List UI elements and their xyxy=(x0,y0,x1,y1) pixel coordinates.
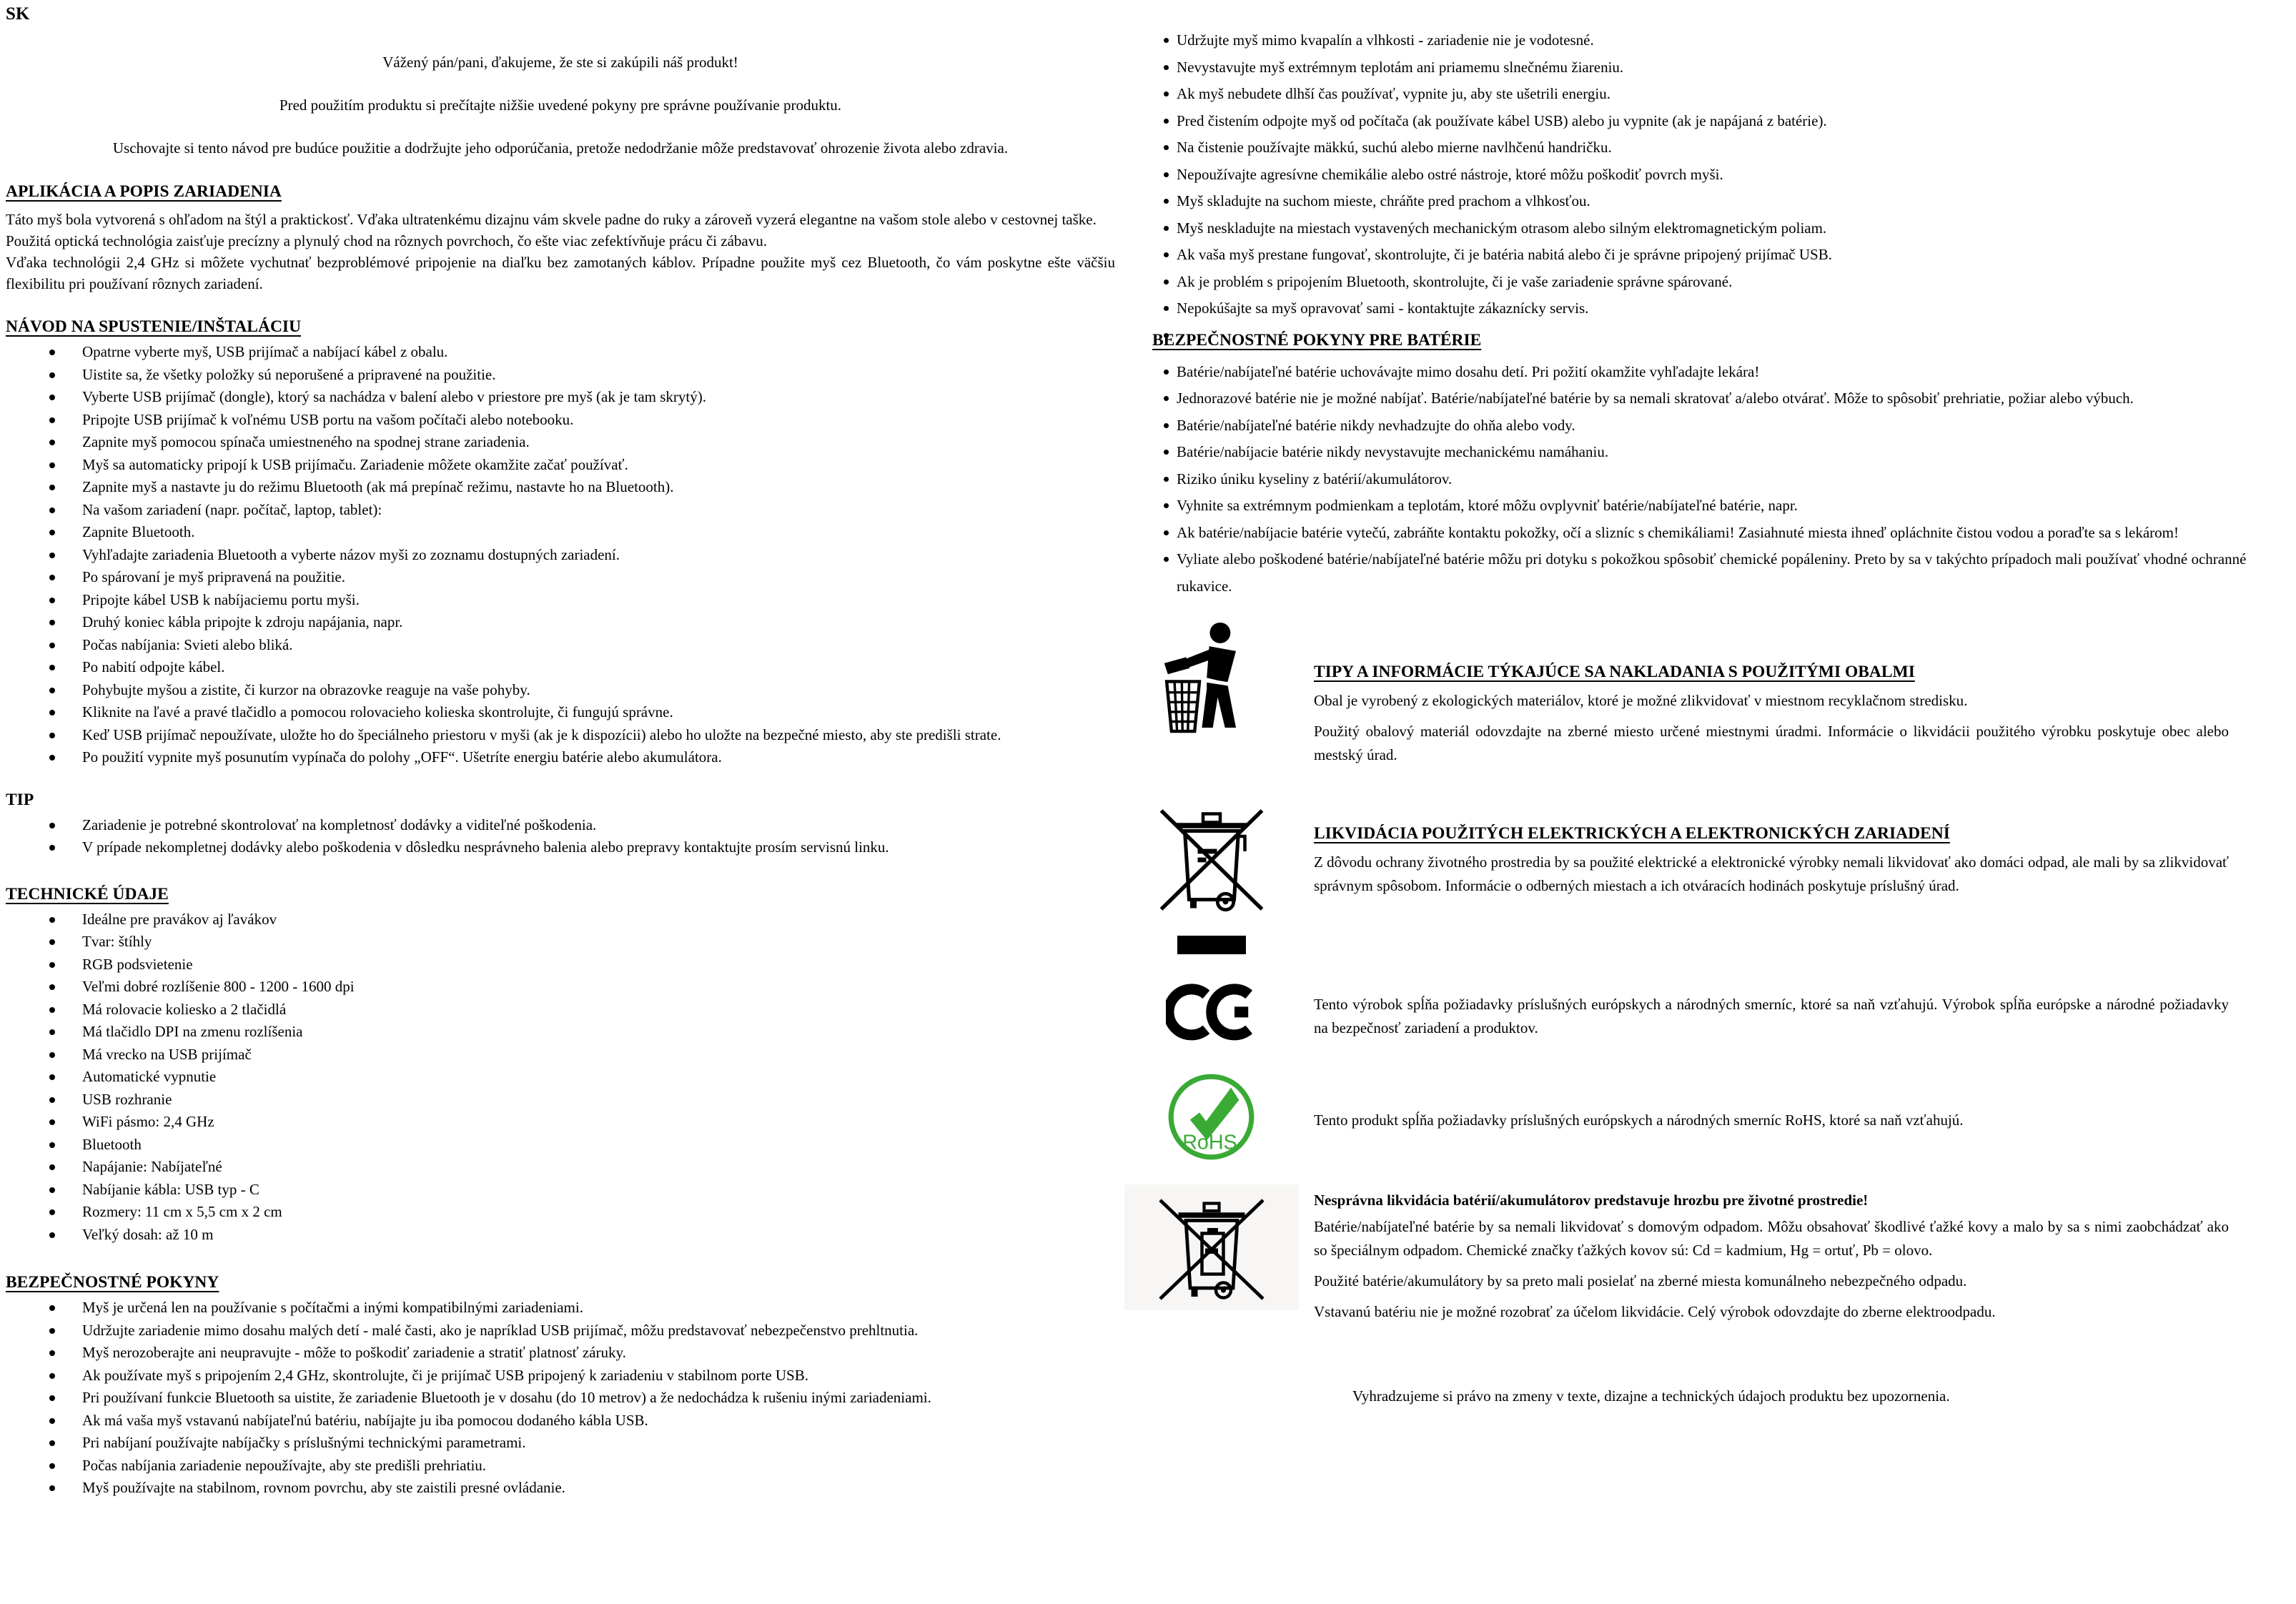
list-item xyxy=(82,611,1115,634)
list-item xyxy=(82,814,1115,837)
weee-paragraph: Z dôvodu ochrany životného prostredia by sa použité elektrické a elektronické výrobky nemali likvidovať ako domáci odpad, ale mali by sa zlikvidovať správnym spôsobom. Informácie o odberných miestach a ich otváracích hodinách poskytuje príslušný úrad. xyxy=(1314,853,2229,894)
bullet-text: Myš je určená len na používanie s počítačmi a inými kompatibilnými zariadeniami. xyxy=(82,1299,583,1316)
bullet-text: Batérie/nabíjacie batérie nikdy nevystavujte mechanickému namáhaniu. xyxy=(1177,443,1609,460)
ce-mark-icon xyxy=(1115,983,1308,1044)
list-item xyxy=(82,1089,1115,1112)
list-item xyxy=(82,566,1115,589)
list-item xyxy=(82,364,1115,387)
list-item xyxy=(82,1432,1115,1455)
bullet-text: Druhý koniec kábla pripojte k zdroju napájania, napr. xyxy=(82,613,403,630)
list-item xyxy=(1177,385,2267,412)
left-column xyxy=(6,0,1115,1500)
bullet-text: Uistite sa, že všetky položky sú neporušené a pripravené na použitie. xyxy=(82,365,496,383)
list-item xyxy=(82,589,1115,612)
ce-paragraph: Tento výrobok spĺňa požiadavky príslušných európskych a národných smerníc, ktoré sa naň vzťahujú. Výrobok spĺňa európske a národné požiadavky na bezpečnosť zariadení a produktov. xyxy=(1314,996,2229,1036)
section-title-safety: BEZPEČNOSTNÉ POKYNY xyxy=(6,1273,219,1292)
language-code: SK xyxy=(6,4,30,24)
list-item xyxy=(1177,134,2267,162)
battery-disposal-section xyxy=(1115,1184,2267,1324)
bullet-text: Bluetooth xyxy=(82,1135,142,1153)
application-paragraph-2: Použitá optická technológia zaisťuje precízny a plynulý chod na rôznych povrchoch, čo ešte viac zefektívňuje prácu či zábavu. xyxy=(6,232,767,249)
bullet-text: Má rolovacie koliesko a 2 tlačidlá xyxy=(82,1000,287,1018)
section-title-battery-safety: BEZPEČNOSTNÉ POKYNY PRE BATÉRIE xyxy=(1152,330,1482,350)
intro-line-2: Pred použitím produktu si prečítajte nižšie uvedené pokyny pre správne používanie produktu. xyxy=(279,96,842,114)
list-item xyxy=(1177,162,2267,189)
list-item xyxy=(82,1477,1115,1500)
tidy-man-icon xyxy=(1115,618,1308,740)
battery-safety-list xyxy=(1115,359,2267,600)
list-item xyxy=(82,724,1115,747)
rohs-check-icon xyxy=(1115,1071,1308,1163)
bullet-text: Pri nabíjaní používajte nabíjačky s príslušnými technickými parametrami. xyxy=(82,1434,526,1451)
bullet-text: Myš sa automaticky pripojí k USB prijímaču. Zariadenie môžete okamžite začať používať. xyxy=(82,455,628,473)
bullet-text: Zapnite myš pomocou spínača umiestneného na spodnej strane zariadenia. xyxy=(82,433,530,450)
list-item xyxy=(1177,439,2267,466)
bullet-text: Pripojte kábel USB k nabíjaciemu portu myši. xyxy=(82,590,360,608)
bullet-text: Po nabití odpojte kábel. xyxy=(82,658,225,675)
bullet-text: Počas nabíjania: Svieti alebo bliká. xyxy=(82,635,293,653)
bullet-text: Pri používaní funkcie Bluetooth sa uistite, že zariadenie Bluetooth je v dosahu (do 10 metrov) a že nedochádza k rušeniu inými zariadeniami. xyxy=(82,1389,931,1406)
rohs-compliance-section xyxy=(1115,1071,2267,1163)
bullet-text: Na vašom zariadení (napr. počítač, laptop, tablet): xyxy=(82,500,382,518)
bullet-text: Na čistenie používajte mäkkú, suchú alebo mierne navlhčenú handričku. xyxy=(1177,139,1612,156)
list-item xyxy=(82,409,1115,432)
bullet-text: Ideálne pre pravákov aj ľavákov xyxy=(82,910,277,928)
list-item xyxy=(82,1179,1115,1202)
battery-disposal-paragraph-3: Vstavanú batériu nie je možné rozobrať za účelom likvidácie. Celý výrobok odovzdajte do zberne elektroodpadu. xyxy=(1314,1303,1996,1320)
weee-bin-crossed-icon xyxy=(1158,796,1265,920)
bullet-text: Udržujte zariadenie mimo dosahu malých detí - malé časti, ako je napríklad USB prijímač, môžu predstavovať nebezpečenstvo prehltnutia. xyxy=(82,1321,919,1339)
rohs-paragraph: Tento produkt spĺňa požiadavky príslušných európskych a národných smerníc RoHS, ktoré sa naň vzťahujú. xyxy=(1314,1112,1964,1129)
rights-reserved-note: Vyhradzujeme si právo na zmeny v texte, dizajne a technických údajoch produktu bez upozornenia. xyxy=(1352,1387,1950,1405)
list-item xyxy=(1177,466,2267,493)
bullet-text: Veľmi dobré rozlíšenie 800 - 1200 - 1600 dpi xyxy=(82,978,355,995)
list-item xyxy=(82,954,1115,976)
section-title-application: APLIKÁCIA A POPIS ZARIADENIA xyxy=(6,182,282,201)
bullet-text: Napájanie: Nabíjateľné xyxy=(82,1158,222,1175)
bullet-text: Zapnite Bluetooth. xyxy=(82,523,195,540)
list-item xyxy=(82,976,1115,999)
list-item xyxy=(82,1455,1115,1477)
section-title-tech: TECHNICKÉ ÚDAJE xyxy=(6,884,169,904)
bullet-text: Má tlačidlo DPI na zmenu rozlíšenia xyxy=(82,1023,303,1040)
bullet-text: Myš neskladujte na miestach vystavených mechanickým otrasom alebo silným elektromagnetickým poliam. xyxy=(1177,219,1827,237)
section-title-weee: LIKVIDÁCIA POUŽITÝCH ELEKTRICKÝCH A ELEKTRONICKÝCH ZARIADENÍ xyxy=(1314,824,1950,843)
bullet-text: Jednorazové batérie nie je možné nabíjať. Batérie/nabíjateľné batérie by sa nemali skratovať a/alebo otvárať. Môže to spôsobiť prehriatie, požiar alebo výbuch. xyxy=(1177,390,2134,407)
handling-list xyxy=(1115,27,2267,322)
list-item xyxy=(82,999,1115,1021)
bullet-text: Vyberte USB prijímač (dongle), ktorý sa nachádza v balení alebo v priestore pre myš (ak je tam skrytý). xyxy=(82,388,706,405)
bullet-text: Batérie/nabíjateľné batérie nikdy nevhadzujte do ohňa alebo vody. xyxy=(1177,416,1575,434)
bullet-text: Ak má vaša myš vstavanú nabíjateľnú batériu, nabíjajte ju iba pomocou dodaného kábla USB. xyxy=(82,1411,648,1429)
list-item xyxy=(82,656,1115,679)
list-item xyxy=(1177,412,2267,440)
bullet-text: Má vrecko na USB prijímač xyxy=(82,1045,252,1063)
list-item xyxy=(1177,54,2267,81)
list-item xyxy=(82,836,1115,859)
bullet-text: Rozmery: 11 cm x 5,5 cm x 2 cm xyxy=(82,1203,282,1220)
list-item xyxy=(82,521,1115,544)
battery-disposal-paragraph-1: Batérie/nabíjateľné batérie by sa nemali likvidovať s domovým odpadom. Môžu obsahovať škodlivé ťažké kovy a malo by sa s nimi zaobchádzať ako so špeciálnym odpadom. Chemické značky ťažkých kovov sú: Cd = kadmium, Hg = ortuť, Pb = olovo. xyxy=(1314,1218,2229,1259)
list-item xyxy=(1177,81,2267,108)
bullet-text: Nepokúšajte sa myš opravovať sami - kontaktujte zákaznícky servis. xyxy=(1177,299,1589,317)
bullet-text: Udržujte myš mimo kvapalín a vlhkosti - zariadenie nie je vodotesné. xyxy=(1177,31,1594,49)
list-item xyxy=(82,431,1115,454)
list-item xyxy=(82,1365,1115,1387)
list-item xyxy=(82,476,1115,499)
section-title-tip: TIP xyxy=(6,790,34,809)
list-item xyxy=(82,386,1115,409)
bullet-text: Batérie/nabíjateľné batérie uchovávajte mimo dosahu detí. Pri požití okamžite vyhľadajte lekára! xyxy=(1177,362,1760,380)
bullet-text: V prípade nekompletnej dodávky alebo poškodenia v dôsledku nesprávneho balenia alebo prepravy kontaktujte prosím servisnú linku. xyxy=(82,838,889,856)
list-item xyxy=(1177,546,2267,600)
list-item xyxy=(82,931,1115,954)
list-item xyxy=(82,1111,1115,1134)
bullet-text: Po použití vypnite myš posunutím vypínača do polohy „OFF“. Ušetríte energiu batérie alebo akumulátora. xyxy=(82,748,722,766)
intro-line-3: Uschovajte si tento návod pre budúce použitie a dodržujte jeho odporúčania, pretože nedodržanie môže predstavovať ohrozenie života alebo zdravia. xyxy=(112,139,1009,157)
bullet-text: Pohybujte myšou a zistite, či kurzor na obrazovke reaguje na vaše pohyby. xyxy=(82,680,530,698)
bullet-text: Po spárovaní je myš pripravená na použitie. xyxy=(82,568,345,585)
bullet-text: Vyliate alebo poškodené batérie/nabíjateľné batérie môžu pri dotyku s pokožkou spôsobiť chemické popáleniny. Preto by sa v takýchto prípadoch mali používať vhodné ochranné rukavice. xyxy=(1177,550,2247,595)
bullet-text: Pripojte USB prijímač k voľnému USB portu na vašom počítači alebo notebooku. xyxy=(82,410,574,428)
bullet-text: Myš skladujte na suchom mieste, chráňte pred prachom a vlhkosťou. xyxy=(1177,192,1590,209)
packaging-paragraph-2: Použitý obalový materiál odovzdajte na zberné miesto určené miestnymi úradmi. Informácie o likvidácii použitého výrobku poskytuje obec alebo mestský úrad. xyxy=(1314,723,2229,763)
weee-black-bar-icon xyxy=(1177,936,1246,954)
bullet-text: Ak myš nebudete dlhší čas používať, vypnite ju, aby ste ušetrili energiu. xyxy=(1177,85,1610,102)
packaging-disposal-section xyxy=(1115,618,2267,767)
list-item xyxy=(82,1410,1115,1432)
bullet-text: USB rozhranie xyxy=(82,1090,172,1108)
bullet-text: Veľký dosah: až 10 m xyxy=(82,1225,214,1243)
bullet-text: Vyhnite sa extrémnym podmienkam a teplotám, ktoré môžu ovplyvniť batérie/nabíjateľné batérie, napr. xyxy=(1177,497,1798,514)
list-item xyxy=(82,1320,1115,1342)
bullet-text: Myš používajte na stabilnom, rovnom povrchu, aby ste zaistili presné ovládanie. xyxy=(82,1479,565,1496)
list-item xyxy=(82,1201,1115,1224)
list-item xyxy=(1177,295,2267,322)
bullet-text: Zariadenie je potrebné skontrolovať na kompletnosť dodávky a viditeľné poškodenia. xyxy=(82,816,597,833)
list-item xyxy=(82,1342,1115,1365)
bullet-text: Nepoužívajte agresívne chemikálie alebo ostré nástroje, ktoré môžu poškodiť povrch myši. xyxy=(1177,165,1723,183)
list-item xyxy=(82,701,1115,724)
list-item xyxy=(82,1066,1115,1089)
bullet-text: Nabíjanie kábla: USB typ - C xyxy=(82,1180,259,1198)
list-item xyxy=(82,544,1115,567)
list-item xyxy=(82,454,1115,477)
ce-compliance-section xyxy=(1115,983,2267,1044)
list-item xyxy=(82,746,1115,769)
list-item xyxy=(1177,215,2267,242)
list-item xyxy=(82,1156,1115,1179)
bullet-text: Počas nabíjania zariadenie nepoužívajte, aby ste predišli prehriatiu. xyxy=(82,1456,487,1474)
list-item xyxy=(82,341,1115,364)
list-item xyxy=(82,499,1115,522)
list-item xyxy=(82,1224,1115,1247)
weee-disposal-section xyxy=(1115,796,2267,954)
battery-disposal-paragraph-2: Použité batérie/akumulátory by sa preto mali posielať na zberné miesta komunálneho nebezpečného odpadu. xyxy=(1314,1272,1967,1289)
packaging-paragraph-1: Obal je vyrobený z ekologických materiálov, ktoré je možné zlikvidovať v miestnom recyklačnom stredisku. xyxy=(1314,692,1968,709)
bullet-text: Zapnite myš a nastavte ju do režimu Bluetooth (ak má prepínač režimu, nastavte ho na Bluetooth). xyxy=(82,478,674,495)
list-item xyxy=(1177,269,2267,296)
tip-list xyxy=(6,814,1115,859)
list-item xyxy=(1177,108,2267,135)
list-item xyxy=(82,1044,1115,1066)
bullet-text: RGB podsvietenie xyxy=(82,955,193,973)
list-item xyxy=(1177,492,2267,520)
bullet-text: Ak vaša myš prestane fungovať, skontrolujte, či je batéria nabitá alebo či je správne pripojený prijímač USB. xyxy=(1177,246,1832,263)
list-item xyxy=(82,909,1115,931)
bullet-text: Vyhľadajte zariadenia Bluetooth a vyberte názov myši zo zoznamu dostupných zariadení. xyxy=(82,545,620,563)
list-item xyxy=(82,1297,1115,1320)
list-item xyxy=(1177,359,2267,386)
bullet-text: Keď USB prijímač nepoužívate, uložte ho do špeciálneho priestoru v myši (ak je k dispozícii) alebo ho uložte na bezpečné miesto, aby ste predišli strate. xyxy=(82,726,1001,743)
svg-text:RoHS: RoHS xyxy=(1182,1131,1237,1154)
list-item xyxy=(1177,520,2267,547)
bullet-text: Tvar: štíhly xyxy=(82,933,152,950)
intro-line-1: Vážený pán/pani, ďakujeme, že ste si zakúpili náš produkt! xyxy=(382,54,738,71)
list-item xyxy=(1177,242,2267,269)
battery-crossed-bin-icon xyxy=(1124,1184,1299,1310)
right-column xyxy=(1115,0,2296,1408)
application-paragraph-3: Vďaka technológii 2,4 GHz si môžete vychutnať bezproblémové pripojenie na diaľku bez zamotaných káblov. Prípadne použite myš cez Bluetooth, čo vám poskytne ešte väčšiu flexibilitu pri používaní rôznych zariadení. xyxy=(6,254,1115,292)
section-title-install: NÁVOD NA SPUSTENIE/INŠTALÁCIU xyxy=(6,317,302,336)
bullet-text: Myš nerozoberajte ani neupravujte - môže to poškodiť zariadenie a stratiť platnosť záruky. xyxy=(82,1344,626,1361)
list-item xyxy=(82,1021,1115,1044)
bullet-text: Opatrne vyberte myš, USB prijímač a nabíjací kábel z obalu. xyxy=(82,343,448,360)
bullet-text: Riziko úniku kyseliny z batérií/akumulátorov. xyxy=(1177,470,1453,487)
bullet-text: Ak batérie/nabíjacie batérie vytečú, zabráňte kontaktu pokožky, očí a slizníc s chemikáliami! Zasiahnuté miesta ihneď opláchnite čistou vodou a poraďte sa s lekárom! xyxy=(1177,523,2179,541)
bullet-text: Kliknite na ľavé a pravé tlačidlo a pomocou rolovacieho kolieska skontrolujte, či fungujú správne. xyxy=(82,703,673,721)
bullet-text: WiFi pásmo: 2,4 GHz xyxy=(82,1113,214,1130)
bullet-text: Pred čistením odpojte myš od počítača (ak používate kábel USB) alebo ju vypnite (ak je napájaná z batérie). xyxy=(1177,112,1827,129)
list-item xyxy=(82,1134,1115,1157)
install-list xyxy=(6,341,1115,769)
list-item xyxy=(1177,27,2267,54)
application-paragraph-1: Táto myš bola vytvorená s ohľadom na štýl a praktickosť. Vďaka ultratenkému dizajnu vám skvele padne do ruky a zároveň vyzerá elegantne na vašom stole alebo v cestovnej taške. xyxy=(6,211,1097,228)
list-item xyxy=(82,679,1115,702)
bullet-text: Ak používate myš s pripojením 2,4 GHz, skontrolujte, či je prijímač USB pripojený k zariadeniu v stabilnom porte USB. xyxy=(82,1366,808,1384)
safety-list xyxy=(6,1297,1115,1500)
list-item xyxy=(1177,188,2267,215)
tech-list xyxy=(6,909,1115,1247)
bullet-text: Nevystavujte myš extrémnym teplotám ani priamemu slnečnému žiareniu. xyxy=(1177,58,1624,76)
bullet-text: Automatické vypnutie xyxy=(82,1068,217,1085)
list-item xyxy=(82,1387,1115,1410)
bullet-text: Ak je problém s pripojením Bluetooth, skontrolujte, či je vaše zariadenie správne spárované. xyxy=(1177,272,1733,290)
battery-disposal-title: Nesprávna likvidácia batérií/akumulátorov predstavuje hrozbu pre životné prostredie! xyxy=(1314,1192,1869,1209)
section-title-packaging: TIPY A INFORMÁCIE TÝKAJÚCE SA NAKLADANIA S POUŽITÝMI OBALMI xyxy=(1314,663,1915,681)
list-item xyxy=(82,634,1115,657)
